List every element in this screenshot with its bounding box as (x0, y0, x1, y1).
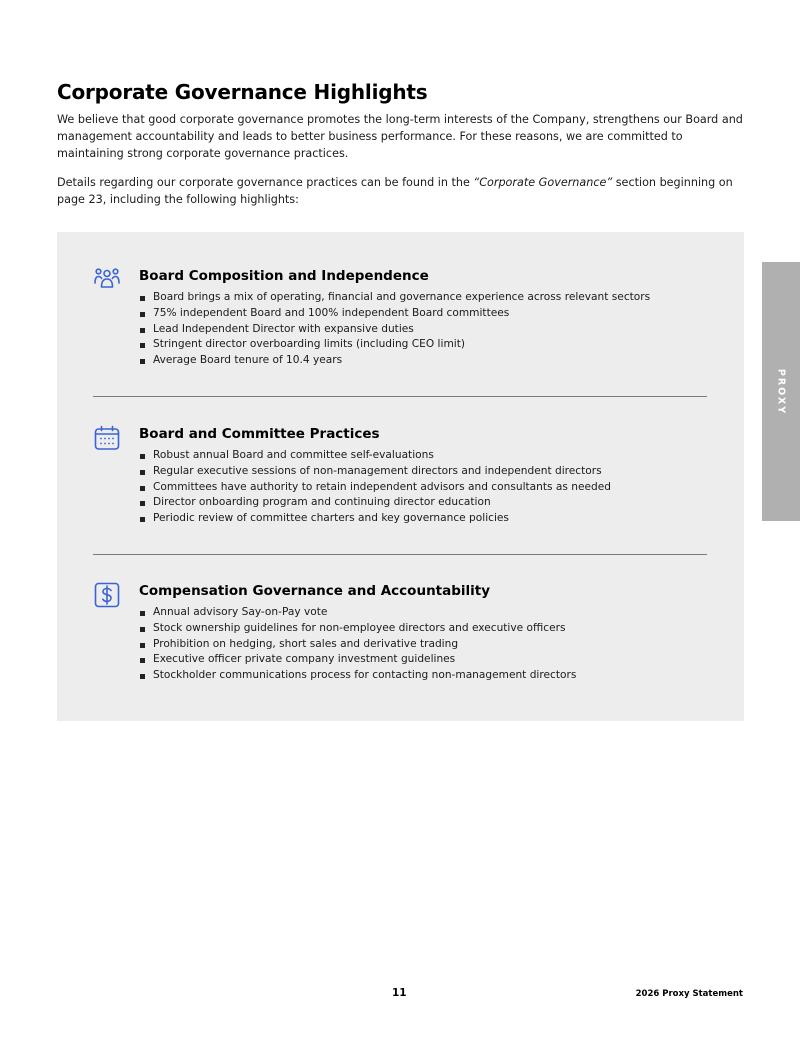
list-item: Annual advisory Say-on-Pay vote (139, 605, 576, 621)
list-item: Executive officer private company investment guidelines (139, 652, 576, 668)
document-name: 2026 Proxy Statement (635, 989, 743, 999)
list-item: Prohibition on hedging, short sales and derivative trading (139, 637, 576, 653)
section-heading-compensation-governance: Compensation Governance and Accountability (139, 583, 491, 599)
details-prefix: Details regarding our corporate governance practices can be found in the (57, 176, 474, 189)
page-number: 11 (392, 987, 407, 999)
list-item: Regular executive sessions of non-management directors and independent directors (139, 464, 611, 480)
board-practices-list (139, 448, 611, 527)
board-composition-list (139, 290, 650, 369)
dollar-sign-icon (93, 581, 121, 609)
list-item: Periodic review of committee charters and key governance policies (139, 511, 611, 527)
list-item: Stringent director overboarding limits (including CEO limit) (139, 337, 650, 353)
compensation-governance-list (139, 605, 576, 684)
list-item: Stockholder communications process for contacting non-management directors (139, 668, 576, 684)
section-heading-board-practices: Board and Committee Practices (139, 426, 380, 442)
proxy-side-tab (762, 262, 800, 521)
intro-paragraph: We believe that good corporate governance promotes the long-term interests of the Company, strengthens our Board and management accountability and leads to better business performance. For these reasons, we are committed to maintaining strong corporate governance practices. (57, 113, 743, 160)
list-item: Director onboarding program and continuing director education (139, 495, 611, 511)
list-item: 75% independent Board and 100% independent Board committees (139, 306, 650, 322)
list-item: Average Board tenure of 10.4 years (139, 353, 650, 369)
section-divider (93, 396, 707, 397)
list-item: Stock ownership guidelines for non-employee directors and executive officers (139, 621, 576, 637)
calendar-icon (93, 424, 121, 452)
side-tab-label: PROXY (775, 368, 787, 415)
list-item: Board brings a mix of operating, financial and governance experience across relevant sectors (139, 290, 650, 306)
details-suffix: section beginning on page 23, including the following highlights: (57, 176, 733, 206)
section-heading-board-composition: Board Composition and Independence (139, 268, 429, 284)
corporate-governance-reference: “Corporate Governance” (473, 176, 613, 189)
list-item: Robust annual Board and committee self-evaluations (139, 448, 611, 464)
list-item: Lead Independent Director with expansive duties (139, 322, 650, 338)
details-paragraph (57, 174, 747, 208)
people-group-icon (93, 265, 121, 293)
list-item: Committees have authority to retain independent advisors and consultants as needed (139, 480, 611, 496)
highlights-panel (57, 232, 744, 721)
page-title: Corporate Governance Highlights (57, 80, 428, 104)
section-divider (93, 554, 707, 555)
